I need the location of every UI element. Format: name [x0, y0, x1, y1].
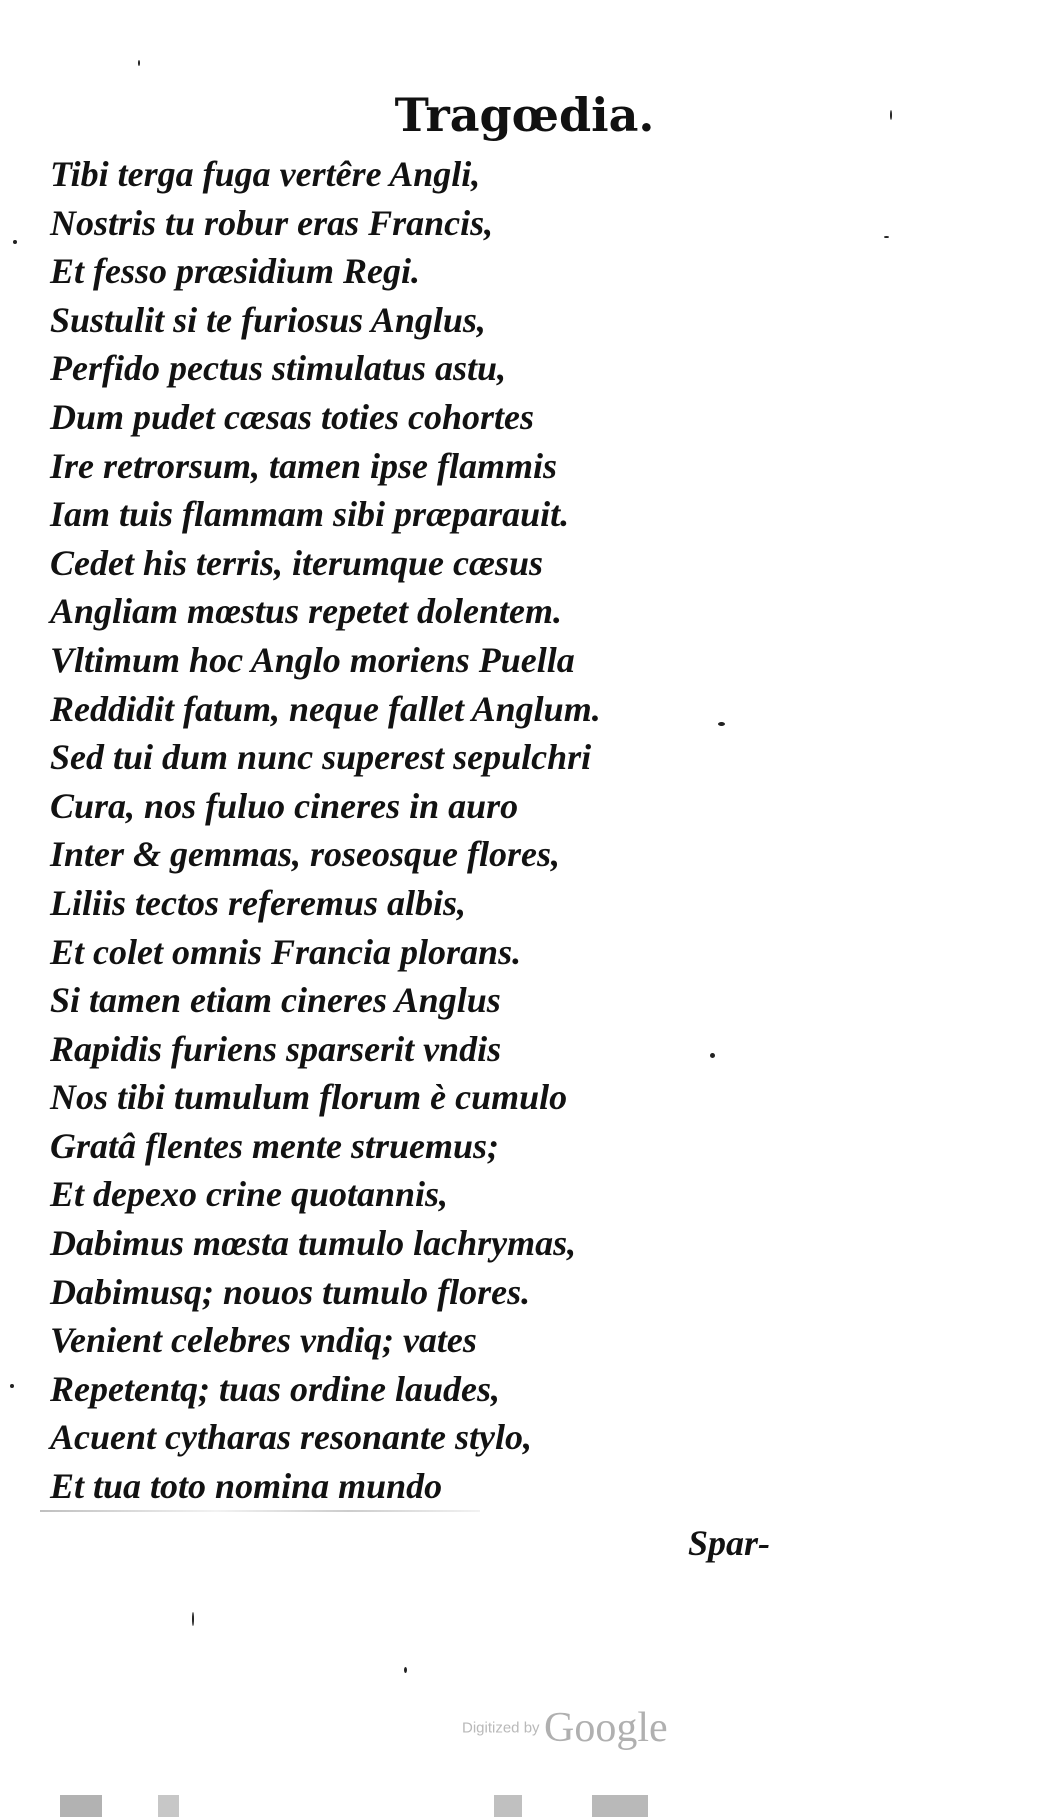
google-logo: Google: [544, 1705, 668, 1751]
catchword: Spar-: [688, 1523, 771, 1563]
scan-speck: [13, 240, 17, 244]
verse-line: Iam tuis flammam sibi præparauit.: [50, 494, 570, 535]
verse-line: Vltimum hoc Anglo moriens Puella: [50, 639, 575, 680]
verse-line: Gratâ flentes mente struemus;: [50, 1125, 500, 1166]
verse-line: Et tua toto nomina mundo: [50, 1466, 443, 1507]
watermark-prefix: Digitized by: [462, 1719, 540, 1737]
verse-line: Cura, nos fuluo cineres in auro: [50, 785, 519, 826]
verse-line: Cedet his terris, iterumque cæsus: [50, 542, 544, 583]
digitization-watermark: [462, 1704, 668, 1752]
print-rule: [40, 1510, 480, 1512]
scan-speck: [192, 1612, 194, 1626]
verse-line: Nos tibi tumulum florum è cumulo: [50, 1077, 568, 1118]
scan-speck: [138, 60, 140, 66]
scan-speck: [718, 722, 725, 726]
verse-line: Liliis tectos referemus albis,: [50, 882, 466, 923]
scan-speck: [404, 1667, 407, 1673]
verse-block: [50, 150, 750, 1511]
verse-line: Si tamen etiam cineres Anglus: [50, 980, 501, 1021]
running-head: Tragœdia.: [394, 88, 655, 142]
scan-speck: [890, 110, 892, 120]
verse-line: Dabimus mœsta tumulo lachrymas,: [50, 1223, 577, 1264]
bleed-through-text: [60, 1795, 760, 1817]
verse-line: Sed tui dum nunc superest sepulchri: [50, 737, 592, 778]
verse-line: Acuent cytharas resonante stylo,: [50, 1417, 533, 1458]
verse-line: Ire retrorsum, tamen ipse flammis: [50, 445, 558, 486]
verse-line: Et fesso præsidium Regi.: [50, 251, 421, 292]
verse-line: Et depexo crine quotannis,: [50, 1174, 449, 1215]
verse-line: Repetentq; tuas ordine laudes,: [50, 1368, 501, 1409]
verse-line: Venient celebres vndiq; vates: [50, 1320, 477, 1361]
scan-speck: [710, 1053, 715, 1058]
verse-line: Perfido pectus stimulatus astu,: [50, 348, 507, 389]
verse-line: Tibi terga fuga vertêre Angli,: [50, 154, 481, 194]
verse-line: Reddidit fatum, neque fallet Anglum.: [50, 688, 601, 729]
scan-speck: [10, 1384, 14, 1388]
verse-line: Angliam mœstus repetet dolentem.: [50, 591, 563, 632]
verse-line: Et colet omnis Francia plorans.: [50, 931, 522, 972]
verse-line: Nostris tu robur eras Francis,: [50, 202, 494, 243]
verse-line: Sustulit si te furiosus Anglus,: [50, 299, 486, 340]
verse-line: Dum pudet cæsas toties cohortes: [50, 396, 535, 437]
scan-speck: [884, 236, 889, 238]
verse-line: Inter & gemmas, roseosque flores,: [50, 834, 561, 875]
verse-line: Rapidis furiens sparserit vndis: [50, 1028, 502, 1069]
verse-line: Dabimusq; nouos tumulo flores.: [50, 1271, 531, 1312]
